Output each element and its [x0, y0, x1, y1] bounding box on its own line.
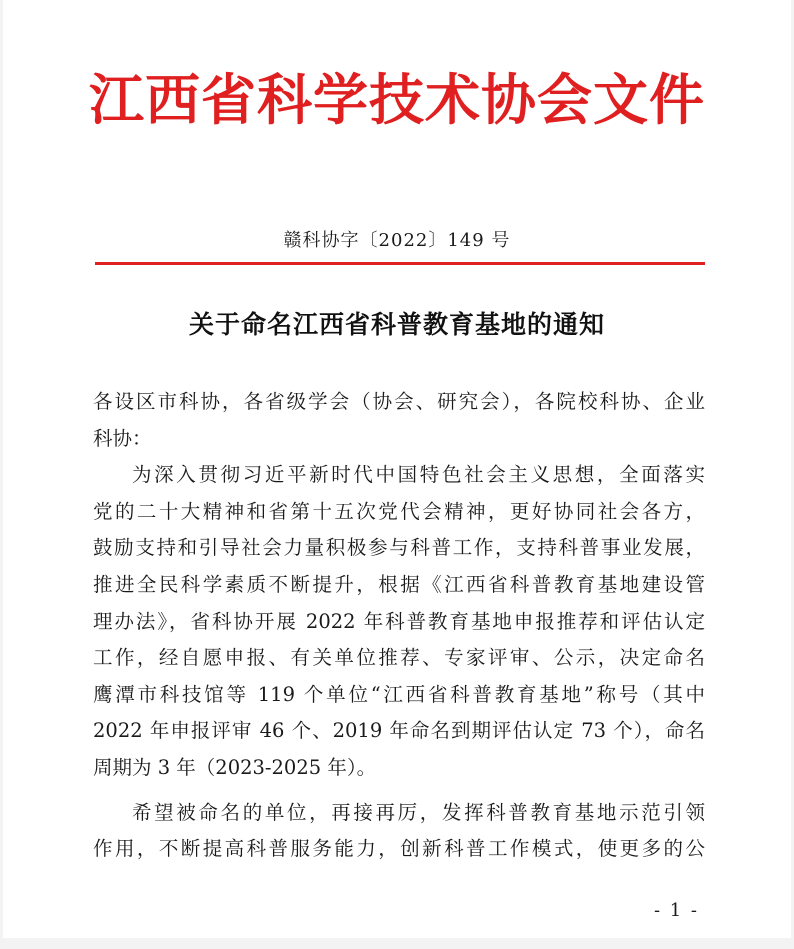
paragraph-line: 推进全民科学素质不断提升，根据《江西省科普教育基地建设管 — [93, 572, 705, 596]
document-page — [3, 0, 791, 938]
addressee-line: 各设区市科协，各省级学会（协会、研究会），各院校科协、企业 — [93, 390, 705, 413]
document-number: 赣科协字〔2022〕149 号 — [283, 230, 511, 251]
masthead-title: 江西省科学技术协会文件 — [88, 68, 705, 132]
paragraph-line: 鼓励支持和引导社会力量积极参与科普工作，支持科普事业发展， — [93, 536, 705, 560]
paragraph-line: 理办法》，省科协开展 2022 年科普教育基地申报推荐和评估认定 — [93, 609, 705, 633]
paragraph-line: 周期为 3 年（2023-2025 年）。 — [93, 755, 377, 779]
paragraph-line: 鹰潭市科技馆等 119 个单位“江西省科普教育基地”称号（其中 — [93, 682, 705, 706]
paragraph-line: 党的二十大精神和省第十五次党代会精神，更好协同社会各方， — [93, 499, 705, 523]
paragraph-line: 作用，不断提高科普服务能力，创新科普工作模式，使更多的公 — [93, 837, 705, 861]
page-number: - 1 - — [653, 900, 699, 921]
red-divider-line — [95, 262, 705, 265]
paragraph-line: 为深入贯彻习近平新时代中国特色社会主义思想，全面落实 — [132, 463, 705, 487]
document-body — [93, 384, 705, 868]
paragraph-line: 2022 年申报评审 46 个、2019 年命名到期评估认定 73 个），命名 — [93, 719, 705, 743]
paragraph-line: 工作，经自愿申报、有关单位推荐、专家评审、公示，决定命名 — [93, 646, 705, 670]
paragraph-line: 希望被命名的单位，再接再厉，发挥科普教育基地示范引领 — [132, 800, 705, 824]
addressee-line: 科协： — [93, 426, 152, 450]
notice-title: 关于命名江西省科普教育基地的通知 — [188, 310, 605, 339]
